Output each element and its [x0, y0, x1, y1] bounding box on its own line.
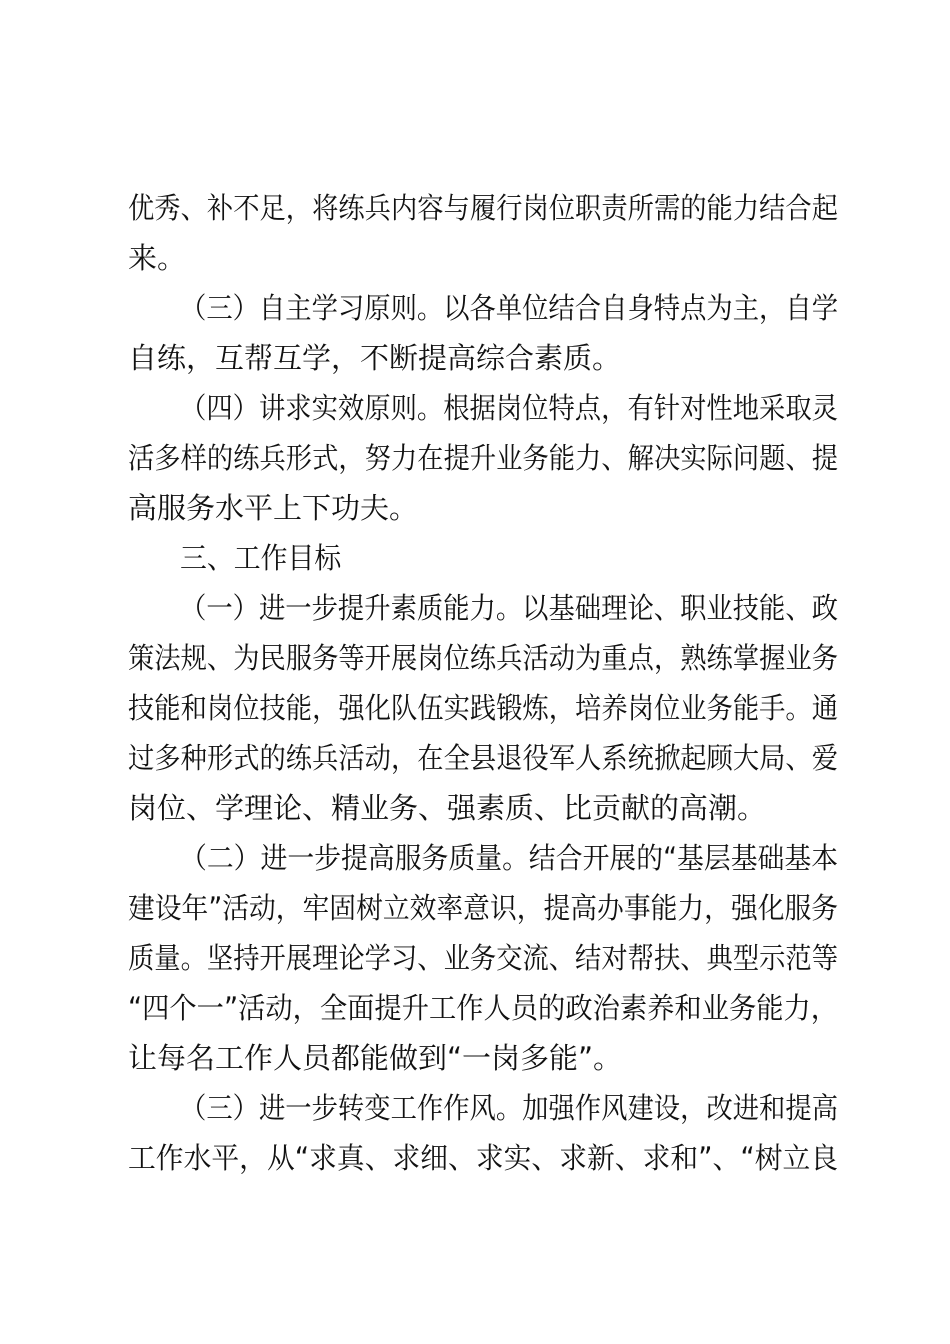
section-heading: 三、工作目标 — [180, 541, 342, 575]
text-line: 质量。坚持开展理论学习、业务交流、结对帮扶、典型示范等 — [128, 941, 839, 975]
text-line: 工作水平，从“求真、求细、求实、求新、求和”、“树立良 — [128, 1141, 839, 1175]
paragraph-heading: （一）进一步提升素质能力。以基础理论、职业技能、政 — [180, 591, 839, 625]
text-line: 优秀、补不足，将练兵内容与履行岗位职责所需的能力结合起 — [128, 191, 839, 225]
text-line: 自练，互帮互学，不断提高综合素质。 — [128, 341, 622, 375]
text-line: 岗位、学理论、精业务、强素质、比贡献的高潮。 — [128, 791, 767, 825]
paragraph-heading: （三）自主学习原则。以各单位结合自身特点为主，自学 — [180, 291, 839, 325]
text-line: 建设年”活动，牢固树立效率意识，提高办事能力，强化服务 — [128, 891, 839, 925]
text-line: 过多种形式的练兵活动，在全县退役军人系统掀起顾大局、爱 — [128, 741, 839, 775]
text-line: “四个一”活动，全面提升工作人员的政治素养和业务能力， — [128, 991, 839, 1025]
text-line: 活多样的练兵形式，努力在提升业务能力、解决实际问题、提 — [128, 441, 839, 475]
paragraph-heading: （三）进一步转变工作作风。加强作风建设，改进和提高 — [180, 1091, 839, 1125]
text-line: 来。 — [128, 241, 187, 275]
text-line: 让每名工作人员都能做到“一岗多能”。 — [128, 1041, 623, 1075]
text-line: 策法规、为民服务等开展岗位练兵活动为重点，熟练掌握业务 — [128, 641, 839, 675]
text-line: 技能和岗位技能，强化队伍实践锻炼，培养岗位业务能手。通 — [128, 691, 839, 725]
paragraph-heading: （二）进一步提高服务质量。结合开展的“基层基础基本 — [180, 841, 839, 875]
paragraph-heading: （四）讲求实效原则。根据岗位特点，有针对性地采取灵 — [180, 391, 839, 425]
text-line: 高服务水平上下功夫。 — [128, 491, 419, 525]
